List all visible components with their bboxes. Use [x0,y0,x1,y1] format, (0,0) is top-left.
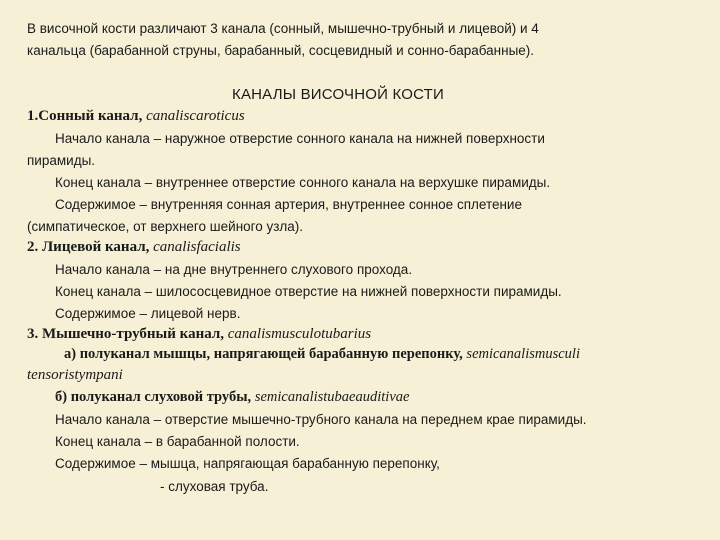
section2-content: Содержимое – лицевой нерв. [55,306,241,321]
section3-sub-a [64,345,580,363]
section3-sub-a-text: а) полуканал мышцы, напрягающей барабанную перепонку, [64,346,467,362]
section3-sub-b [55,388,409,406]
section2-title-text: 2. Лицевой канал, [27,239,154,255]
section3-sub-b-latin: semicanalistubaeauditivae [254,389,410,405]
section1-latin: canaliscaroticus [146,108,245,124]
section1-start-a: Начало канала – наружное отверстие сонного канала на нижней поверхности [55,131,545,146]
section2-title [27,238,241,256]
section3-title [27,325,371,343]
section1-title [27,107,245,125]
section3-end: Конец канала – в барабанной полости. [55,434,300,449]
section2-end: Конец канала – шилососцевидное отверстие на нижней поверхности пирамиды. [55,284,562,299]
section3-content-a: Содержимое – мышца, напрягающая барабанную перепонку, [55,456,440,471]
intro-line-1: В височной кости различают 3 канала (сонный, мышечно-трубный и лицевой) и 4 [27,21,539,36]
section3-content-b: - слуховая труба. [160,479,269,494]
section3-sub-a-latin: semicanalismusculi [466,346,580,362]
section3-latin: canalismusculotubarius [227,326,372,342]
section3-sub-a-latin-cont: tensoristympani [27,367,123,383]
page-title: КАНАЛЫ ВИСОЧНОЙ КОСТИ [232,86,444,103]
section3-title-text: 3. Мышечно-трубный канал, [27,326,228,342]
section3-sub-b-text: б) полуканал слуховой трубы, [55,389,255,405]
section1-end: Конец канала – внутреннее отверстие сонного канала на верхушке пирамиды. [55,175,551,190]
section1-content-b: (симпатическое, от верхнего шейного узла). [27,219,303,234]
section1-start-b: пирамиды. [27,153,96,168]
section3-start: Начало канала – отверстие мышечно-трубного канала на переднем крае пирамиды. [55,412,587,427]
section1-title-text: 1.Сонный канал, [27,108,147,124]
section2-latin: canalisfacialis [153,239,241,255]
section2-start: Начало канала – на дне внутреннего слухового прохода. [55,262,413,277]
intro-line-2: канальца (барабанной струны, барабанный, сосцевидный и сонно-барабанные). [27,43,535,58]
section1-content-a: Содержимое – внутренняя сонная артерия, внутреннее сонное сплетение [55,197,522,212]
